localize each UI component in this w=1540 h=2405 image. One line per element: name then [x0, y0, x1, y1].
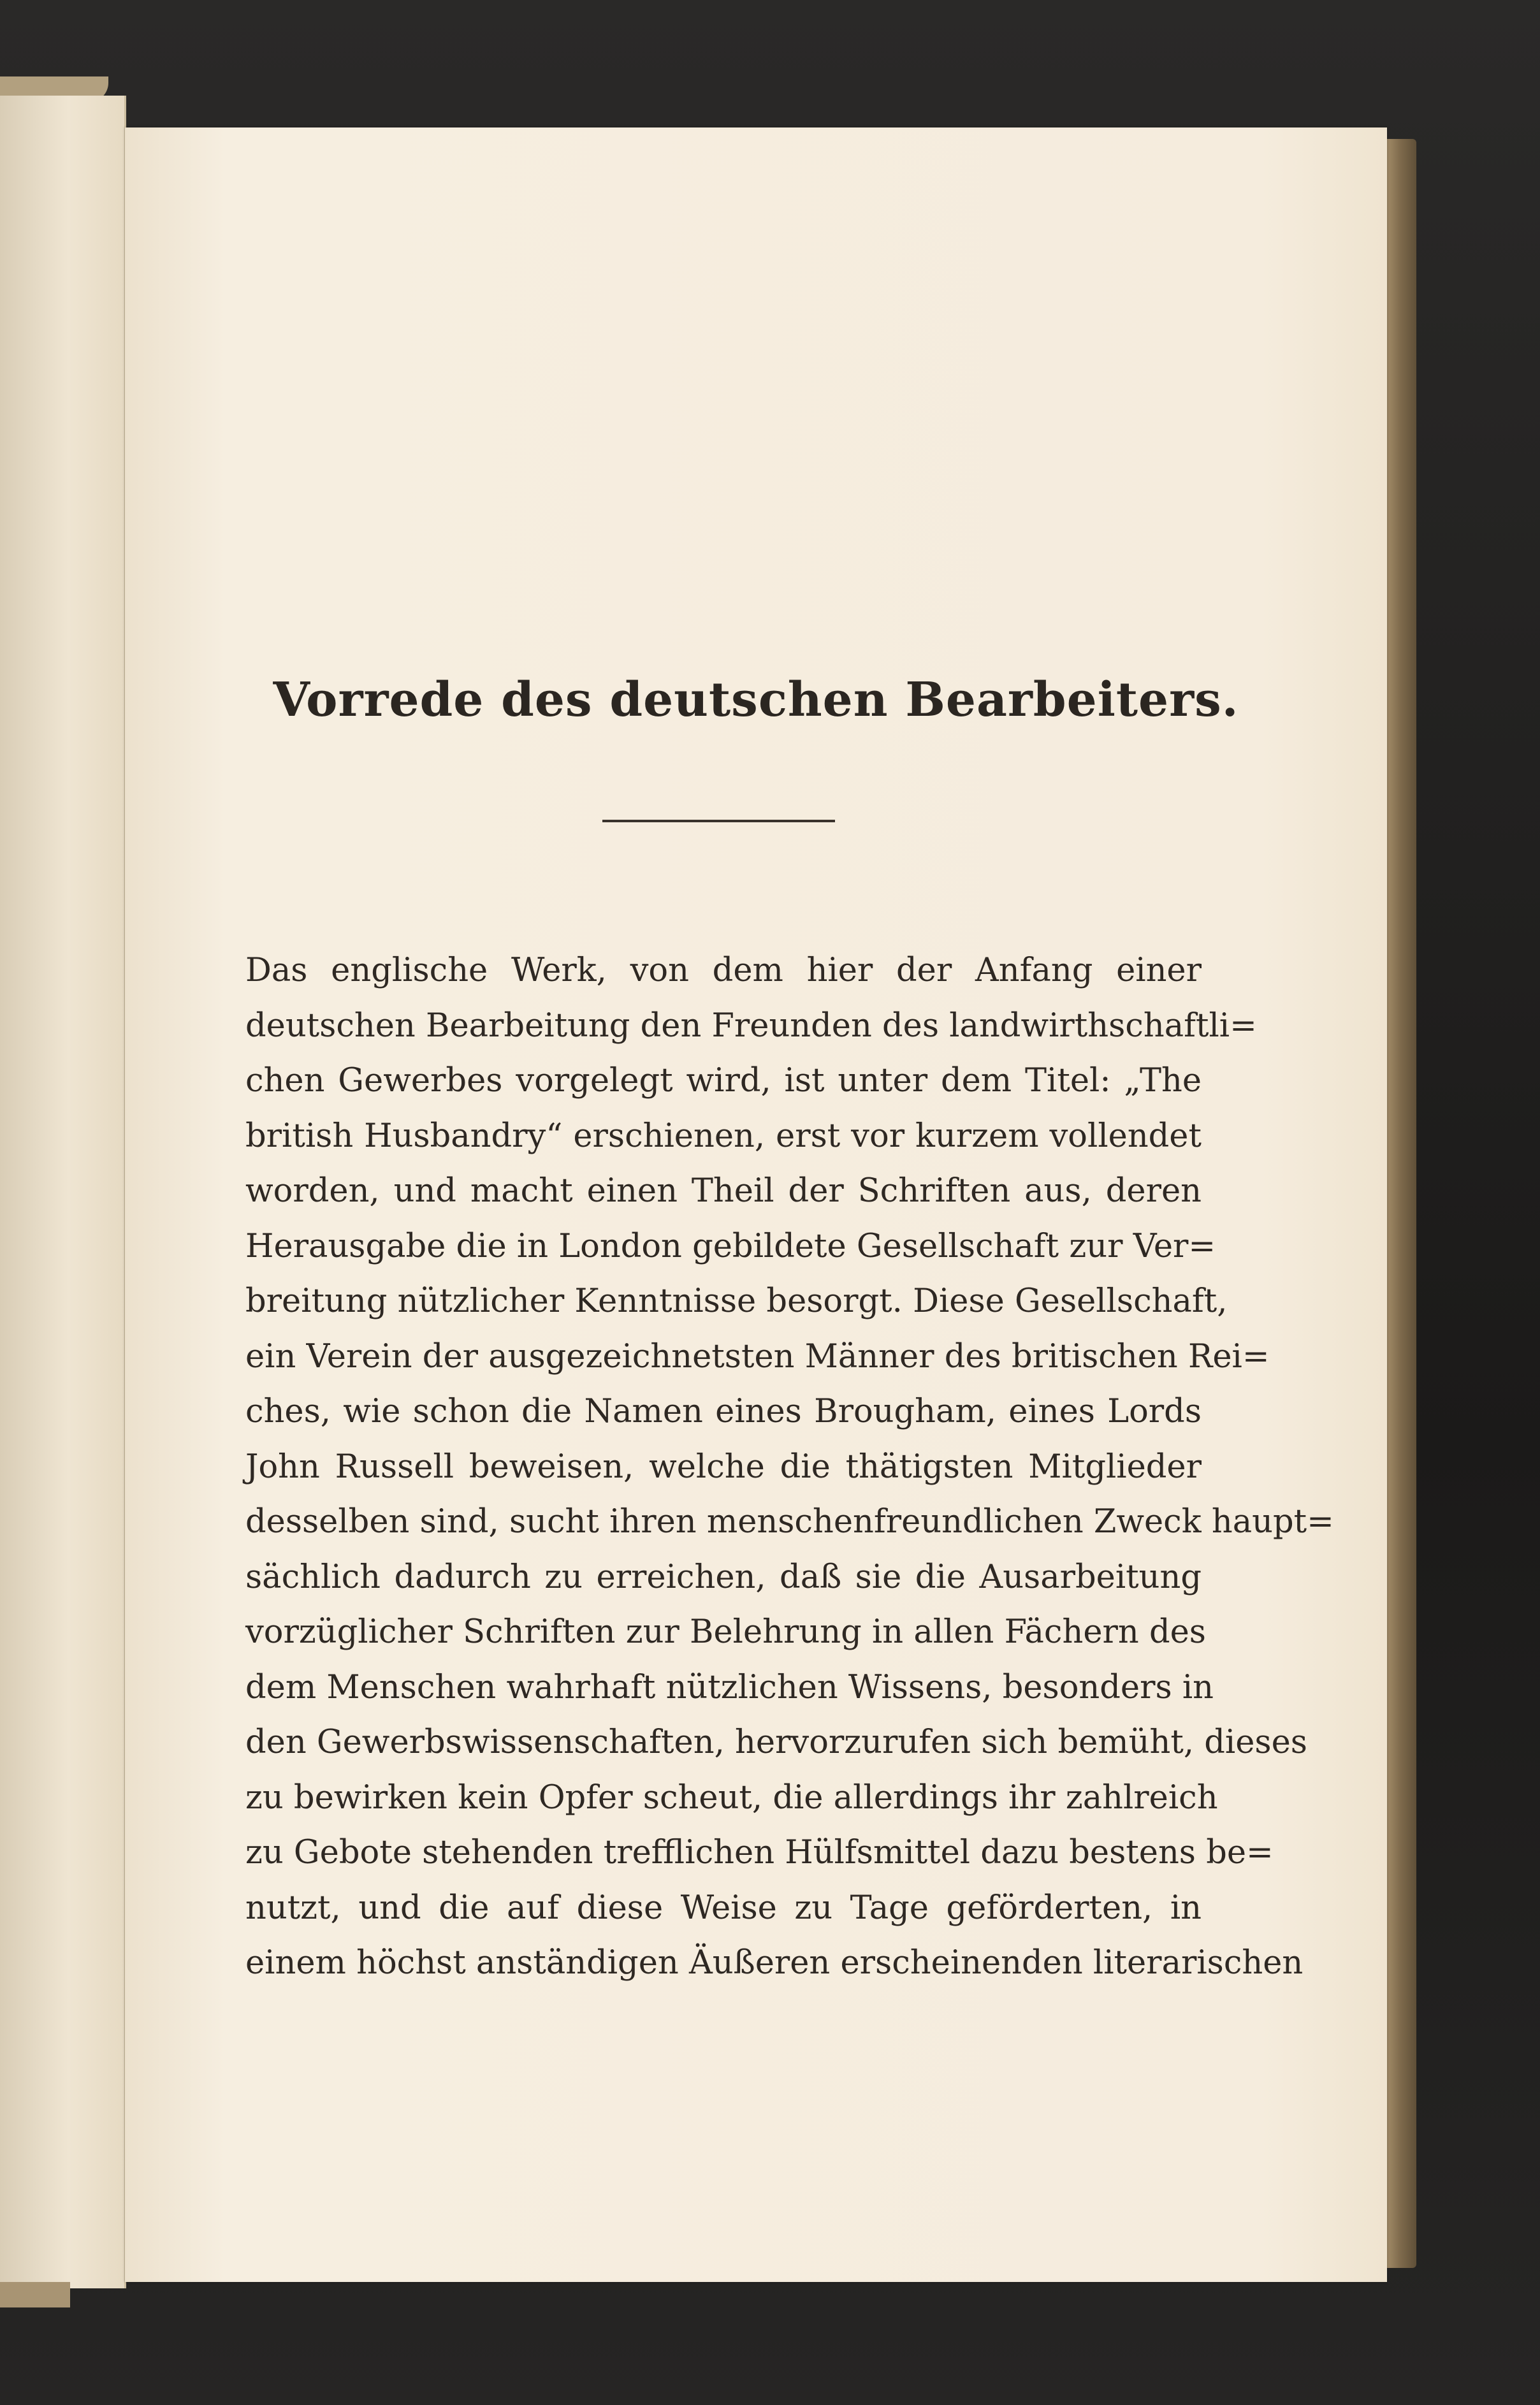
text-line: zu bewirken kein Opfer scheut, die allerdings ihr zahlreich	[245, 1778, 1218, 1817]
book-page-edges	[1384, 139, 1416, 2268]
text-line: ein Verein der ausgezeichnetsten Männer des britischen Rei=	[245, 1337, 1270, 1376]
text-line: worden, und macht einen Theil der Schriften aus, deren	[245, 1172, 1202, 1210]
text-line: John Russell beweisen, welche die thätigsten Mitglieder	[245, 1448, 1202, 1486]
left-book-cover-bottom	[0, 2282, 70, 2307]
page-heading: Vorrede des deutschen Bearbeiters.	[273, 672, 1239, 727]
text-line: vorzüglicher Schriften zur Belehrung in allen Fächern des	[245, 1613, 1206, 1651]
text-line: den Gewerbswissenschaften, hervorzurufen sich bemüht, dieses	[245, 1724, 1307, 1761]
text-line: desselben sind, sucht ihren menschenfreundlichen Zweck haupt=	[245, 1503, 1334, 1541]
text-line: breitung nützlicher Kenntnisse besorgt. Diese Gesellschaft,	[245, 1282, 1228, 1320]
text-line: chen Gewerbes vorgelegt wird, ist unter dem Titel: „The	[245, 1062, 1202, 1100]
text-line: ches, wie schon die Namen eines Brougham, eines Lords	[245, 1393, 1202, 1430]
text-line: sächlich dadurch zu erreichen, daß sie die Ausarbeitung	[245, 1558, 1202, 1596]
text-line: zu Gebote stehenden trefflichen Hülfsmittel dazu bestens be=	[245, 1834, 1274, 1871]
text-line: Das englische Werk, von dem hier der Anfang einer	[245, 952, 1202, 989]
text-line: british Husbandry“ erschienen, erst vor kurzem vollendet	[245, 1117, 1202, 1155]
text-line: dem Menschen wahrhaft nützlichen Wissens, besonders in	[245, 1668, 1214, 1706]
text-line: nutzt, und die auf diese Weise zu Tage geförderten, in	[245, 1889, 1202, 1927]
left-page-edge	[0, 96, 126, 2288]
text-line: deutschen Bearbeitung den Freunden des landwirthschaftli=	[245, 1006, 1257, 1045]
text-line: Herausgabe die in London gebildete Gesellschaft zur Ver=	[245, 1227, 1216, 1265]
text-line: einem höchst anständigen Äußeren erscheinenden literarischen	[245, 1944, 1304, 1982]
heading-rule	[602, 820, 835, 822]
body-paragraph	[245, 943, 1334, 1991]
